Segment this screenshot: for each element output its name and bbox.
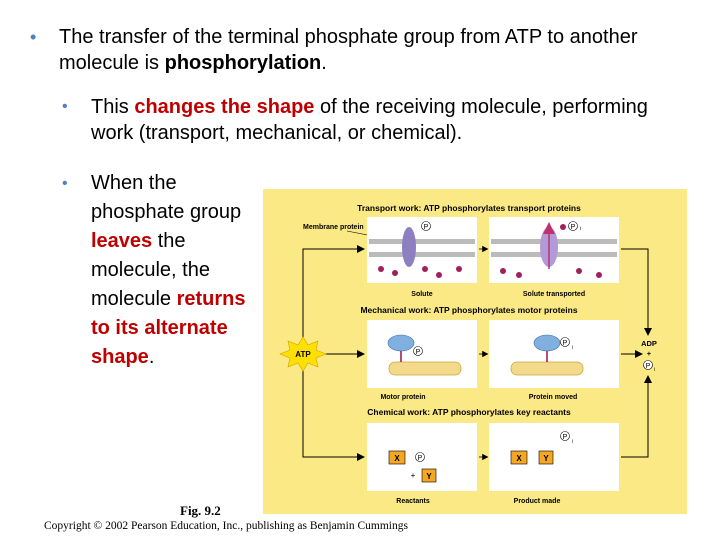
bullet-3-text-1: When the phosphate group [91, 172, 242, 223]
motor-protein-right [534, 335, 560, 351]
pi-symbol: P [562, 340, 568, 347]
pi-symbol: P [645, 363, 651, 370]
bullet-1 [30, 24, 690, 76]
product-made-label: Product made [513, 498, 561, 505]
bullet-3-text-2: the molecule, the molecule [91, 230, 210, 310]
product-y-label: Y [543, 454, 549, 463]
bullet-2 [62, 94, 682, 146]
pi-subscript: i [580, 226, 582, 232]
chemical-box-right [489, 423, 619, 491]
pi-subscript: i [572, 345, 574, 351]
bullet-2-emphasis: changes the shape [134, 96, 315, 118]
filament-right [511, 362, 583, 375]
motor-protein-left [388, 335, 414, 351]
pi-subscript: i [572, 439, 574, 445]
reactants-label: Reactants [396, 498, 430, 505]
phosphate-symbol: P [423, 224, 429, 231]
transport-title: Transport work: ATP phosphorylates transport proteins [357, 203, 581, 213]
copyright-notice: Copyright © 2002 Pearson Education, Inc., publishing as Benjamin Cummings [44, 520, 408, 532]
bullet-marker: • [62, 98, 68, 115]
pi-symbol: P [570, 224, 576, 231]
bullet-2-text: This [91, 96, 135, 118]
motor-protein-label: Motor protein [380, 394, 426, 401]
adp-plus: + [646, 349, 652, 358]
adp-label: ADP [641, 339, 657, 348]
bullet-marker: • [62, 175, 68, 192]
bullet-1-emphasis: phosphorylation [164, 52, 322, 74]
bullet-3 [62, 169, 252, 372]
mechanical-box-left [367, 320, 477, 388]
plus-sign: + [410, 471, 416, 480]
transport-protein-left [402, 227, 416, 267]
bullet-3-emphasis-2: returns to its alternate shape [91, 288, 246, 368]
filament-left [389, 362, 461, 375]
mechanical-box-right [489, 320, 619, 388]
reactant-x-label: X [394, 454, 400, 463]
product-x-label: X [516, 454, 522, 463]
figure-caption: Fig. 9.2 [180, 503, 221, 518]
bullet-2-end: of the receiving molecule, performing work (transport, mechanical, or chemical). [91, 96, 648, 144]
phosphate-symbol: P [417, 455, 423, 462]
phosphate-symbol: P [415, 349, 421, 356]
solute-transported-label: Solute transported [522, 291, 586, 298]
bullet-1-text: The transfer of the terminal phosphate group from ATP to another molecule is [59, 26, 638, 74]
solute-label: Solute [411, 291, 433, 298]
mechanical-title: Mechanical work: ATP phosphorylates motor proteins [360, 305, 578, 315]
bullet-3-end: . [148, 346, 155, 368]
protein-moved-label: Protein moved [528, 394, 578, 401]
membrane-protein-label: Membrane protein [303, 224, 364, 231]
atp-work-figure [263, 189, 687, 514]
pi-subscript: i [654, 367, 656, 373]
bullet-3-emphasis-1: leaves [91, 230, 153, 252]
bullet-marker: • [30, 27, 37, 47]
pi-symbol: P [562, 434, 568, 441]
reactant-y-label: Y [426, 472, 432, 481]
bullet-1-end: . [321, 52, 327, 74]
atp-label: ATP [295, 350, 311, 359]
chemical-title: Chemical work: ATP phosphorylates key reactants [367, 407, 571, 417]
